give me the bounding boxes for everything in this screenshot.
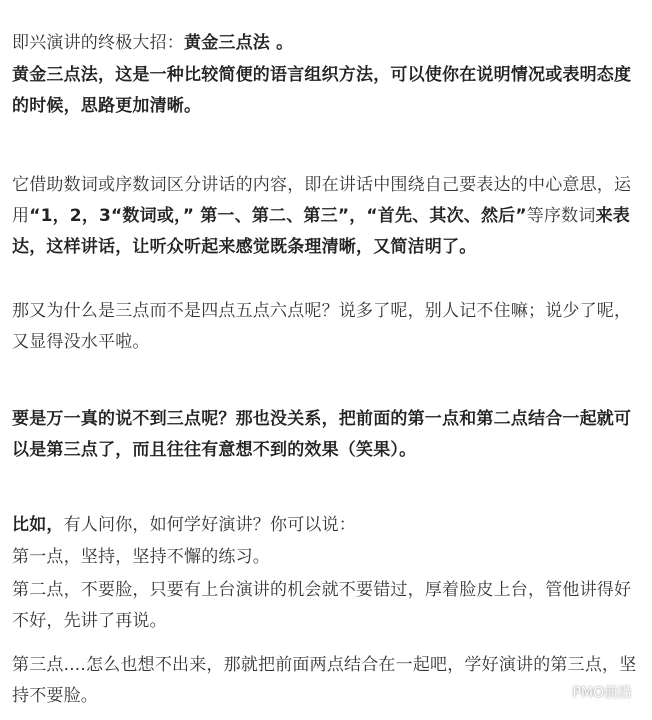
fallback-paragraph: 要是万一真的说不到三点呢？那也没关系，把前面的第一点和第二点结合一起就可以是第三点了，而且往往有意想不到的效果（笑果）。 (12, 409, 632, 460)
explanation-text-2: 等序数词 (526, 206, 596, 226)
watermark (545, 680, 632, 704)
explanation-conclusion: 来表达，这样讲话，让听众听起来感觉既条理清晰，又简洁明了。 (12, 206, 630, 257)
explanation-text: 它借助数词或序数词区分讲话的内容，即在讲话中围绕自己要表达的中心意思，运用 (12, 175, 632, 226)
point-one-paragraph: 第一点，坚持，坚持不懈的练习。 (12, 547, 270, 567)
method-definition-paragraph: 黄金三点法，这是一种比较简便的语言组织方法，可以使你在说明情况或表明态度的时候，思路更加清晰。 (12, 65, 632, 116)
watermark-text: PMO前沿 (572, 685, 632, 701)
wechat-icon (545, 683, 567, 701)
method-name: 黄金三点法 。 (184, 33, 294, 53)
point-three-paragraph: 第三点....怎么也想不出来，那就把前面两点结合在一起吧，学好演讲的第三点，坚持不要脸。 (12, 655, 637, 706)
example-question: 有人问你，如何学好演讲？你可以说： (63, 515, 357, 535)
why-three-paragraph: 那又为什么是三点而不是四点五点六点呢？说多了呢，别人记不住嘛；说少了呢，又显得没水平啦。 (12, 301, 632, 352)
point-two-paragraph: 第二点，不要脸，只要有上台演讲的机会就不要错过，厚着脸皮上台，管他讲得好不好，先讲了再说。 (12, 580, 632, 631)
example-intro-paragraph (12, 510, 640, 541)
intro-text: 即兴演讲的终极大招： (12, 33, 184, 53)
intro-paragraph (12, 28, 640, 59)
method-explanation-paragraph (12, 170, 640, 263)
number-words-example: “1，2，3“数词或，” 第一、第二、第三”，“首先、其次、然后” (29, 206, 527, 226)
example-label: 比如， (12, 515, 64, 535)
